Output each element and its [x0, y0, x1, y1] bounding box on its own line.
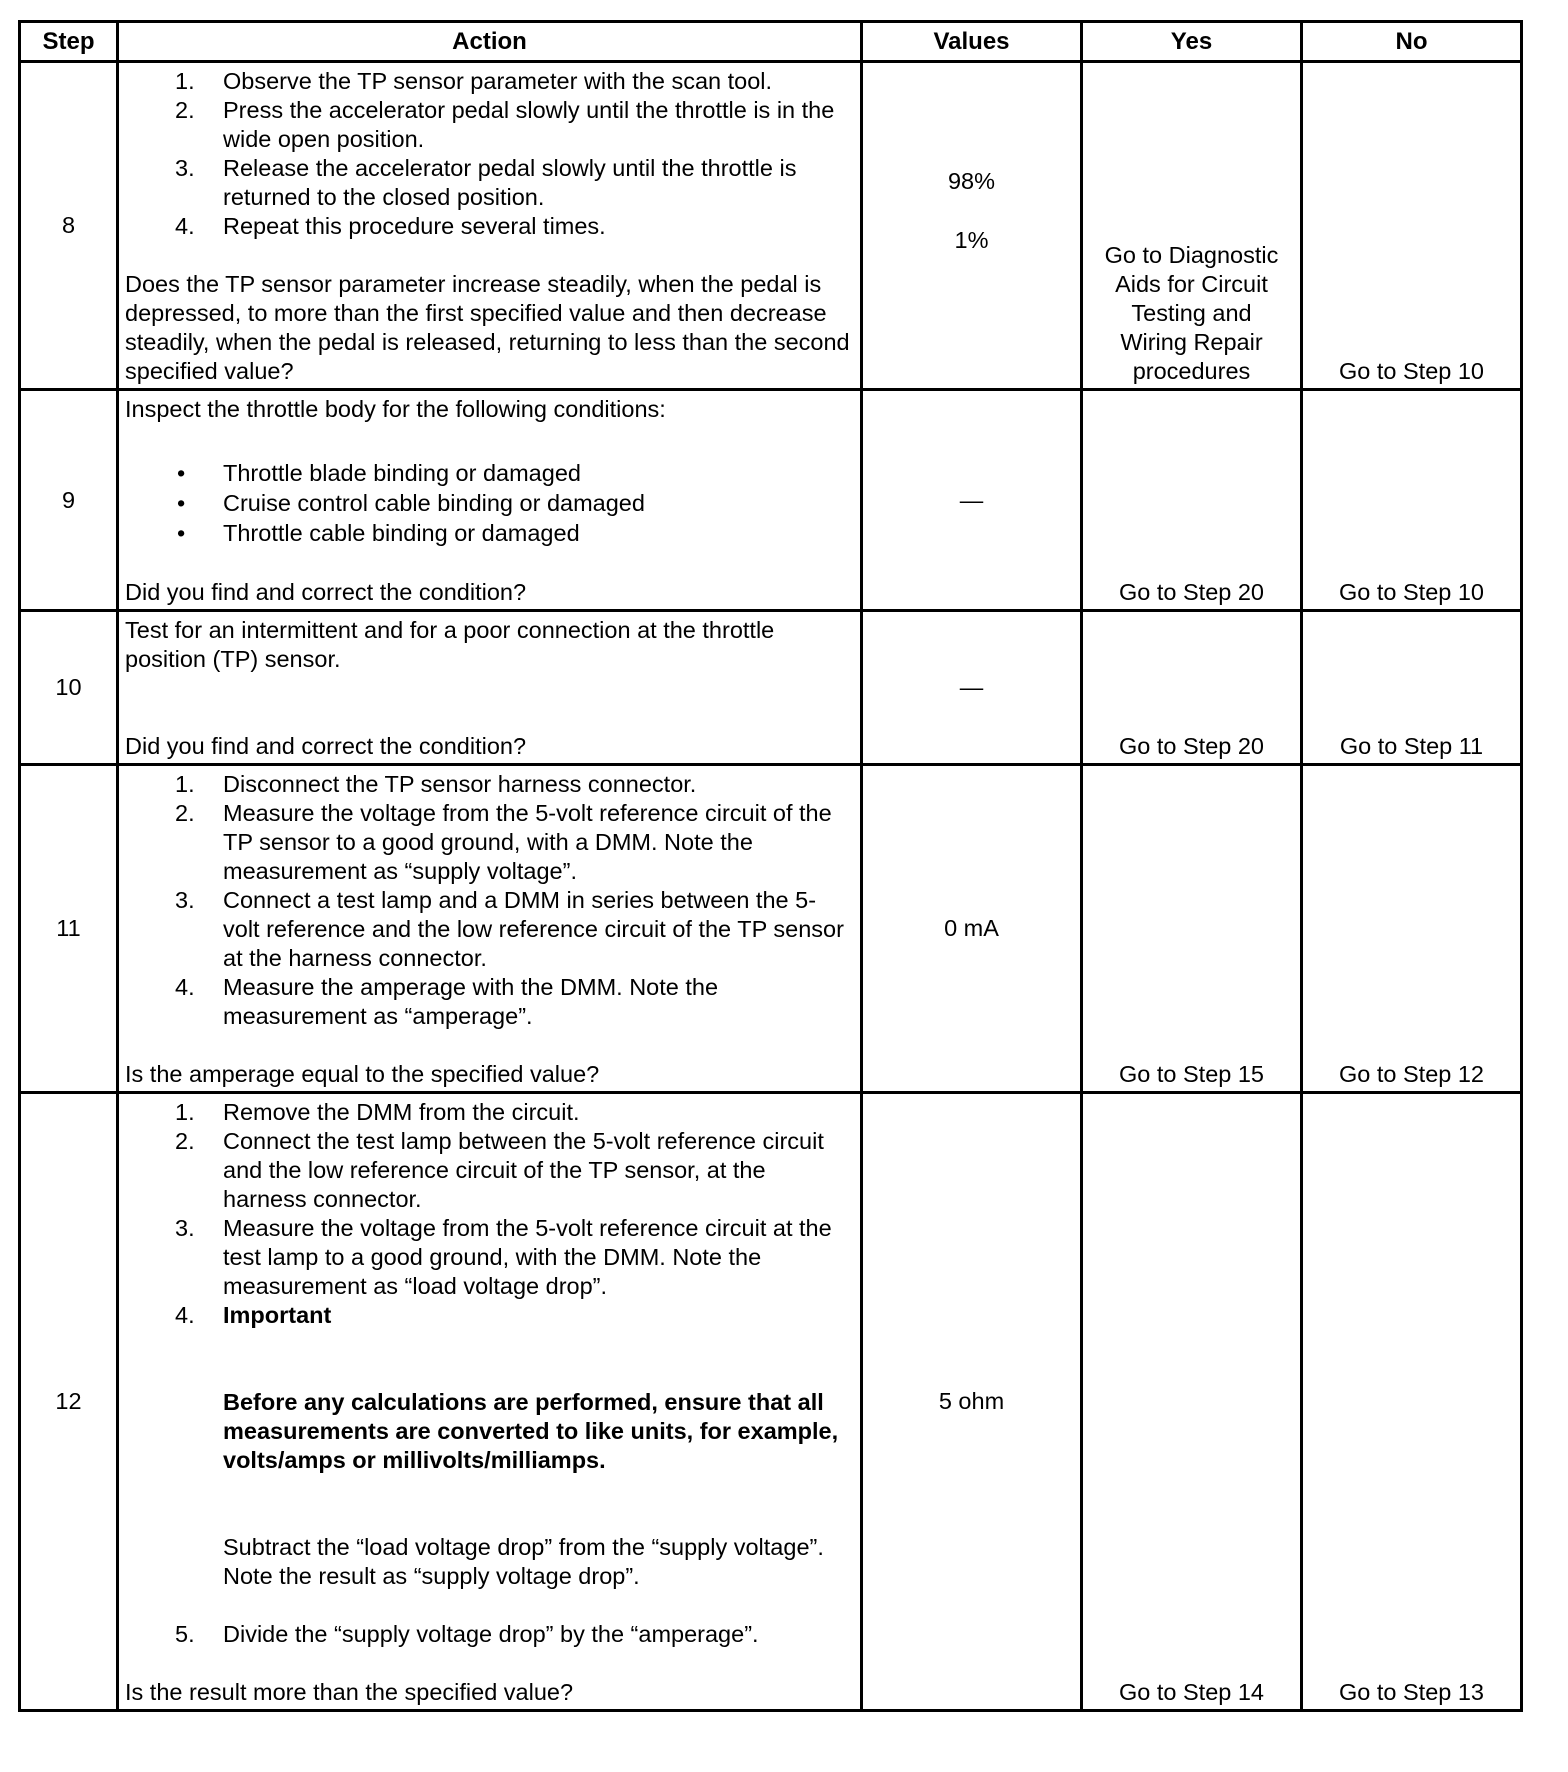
list-item [125, 1214, 852, 1301]
step-number: 10 [20, 611, 118, 765]
list-text: Connect the test lamp between the 5-volt reference circuit and the low reference circuit of the TP sensor, at the harness connector. [223, 1128, 824, 1212]
list-number: 4. [175, 1302, 195, 1328]
step-number: 11 [20, 765, 118, 1093]
step-intro: Test for an intermittent and for a poor connection at the throttle position (TP) sensor. [125, 617, 775, 672]
header-values: Values [862, 22, 1082, 62]
value-second: 1% [954, 227, 989, 253]
diagnostic-table-page [18, 20, 1523, 1712]
table-row [20, 611, 1522, 765]
list-item [125, 519, 852, 548]
list-item [125, 770, 852, 799]
header-no: No [1302, 22, 1522, 62]
list-text: Cruise control cable binding or damaged [223, 490, 645, 516]
list-number: 5. [175, 1621, 195, 1647]
list-number: 3. [175, 1215, 195, 1241]
values-cell: 0 mA [862, 765, 1082, 1093]
list-item [125, 973, 852, 1031]
list-text: Press the accelerator pedal slowly until the throttle is in the wide open position. [223, 97, 835, 152]
list-number: 2. [175, 1128, 195, 1154]
list-item [125, 459, 852, 488]
no-cell: Go to Step 10 [1302, 390, 1522, 611]
step-number: 8 [20, 62, 118, 390]
list-text: Divide the “supply voltage drop” by the “amperage”. [223, 1621, 759, 1647]
list-number: 2. [175, 97, 195, 123]
list-text: Measure the voltage from the 5-volt reference circuit at the test lamp to a good ground, with the DMM. Note the measurement as “load voltage drop”. [223, 1215, 832, 1299]
step-question: Did you find and correct the condition? [125, 733, 527, 759]
table-row [20, 390, 1522, 611]
step-number: 12 [20, 1093, 118, 1711]
value-first: 98% [947, 168, 996, 194]
step-number: 9 [20, 390, 118, 611]
list-text: Throttle cable binding or damaged [223, 520, 580, 546]
values-cell: 5 ohm [862, 1093, 1082, 1711]
header-yes: Yes [1082, 22, 1302, 62]
important-note: Before any calculations are performed, ensure that all measurements are converted to like units, for example, volts/amps or millivolts/milliamps. [223, 1389, 839, 1473]
action-cell [118, 765, 862, 1093]
list-text: Repeat this procedure several times. [223, 213, 606, 239]
list-text: Throttle blade binding or damaged [223, 460, 581, 486]
list-item [125, 1620, 852, 1649]
list-text: Measure the voltage from the 5-volt reference circuit of the TP sensor to a good ground, with a DMM. Note the measurement as “supply voltage”. [223, 800, 832, 884]
action-cell [118, 611, 862, 765]
step-intro: Inspect the throttle body for the following conditions: [125, 396, 666, 422]
bullet-icon: • [177, 460, 186, 486]
yes-cell: Go to Step 15 [1082, 765, 1302, 1093]
step-question: Does the TP sensor parameter increase steadily, when the pedal is depressed, to more than the first specified value and then decrease steadily, when the pedal is released, returning to less than the second specified value? [125, 271, 850, 384]
subtract-instruction: Subtract the “load voltage drop” from the “supply voltage”. Note the result as “supply voltage drop”. [223, 1534, 824, 1589]
list-number: 2. [175, 800, 195, 826]
list-item [125, 489, 852, 518]
list-number: 3. [175, 155, 195, 181]
table-row [20, 62, 1522, 390]
list-item [125, 1127, 852, 1214]
list-item [125, 1301, 852, 1591]
values-cell: — [862, 611, 1082, 765]
important-label: Important [223, 1302, 332, 1328]
header-row [20, 22, 1522, 62]
bullet-icon: • [177, 520, 186, 546]
no-cell: Go to Step 13 [1302, 1093, 1522, 1711]
list-text: Release the accelerator pedal slowly until the throttle is returned to the closed position. [223, 155, 797, 210]
bullet-icon: • [177, 490, 186, 516]
list-item [125, 799, 852, 886]
step-question: Is the amperage equal to the specified value? [125, 1061, 600, 1087]
yes-cell: Go to Step 20 [1082, 611, 1302, 765]
table-row [20, 765, 1522, 1093]
header-action: Action [118, 22, 862, 62]
header-step: Step [20, 22, 118, 62]
list-text: Disconnect the TP sensor harness connector. [223, 771, 697, 797]
step-question: Did you find and correct the condition? [125, 579, 527, 605]
diagnostic-table [18, 20, 1523, 1712]
yes-cell: Go to Step 14 [1082, 1093, 1302, 1711]
list-number: 1. [175, 1099, 195, 1125]
list-number: 1. [175, 771, 195, 797]
list-item [125, 212, 852, 241]
action-cell [118, 390, 862, 611]
list-number: 1. [175, 68, 195, 94]
action-cell [118, 62, 862, 390]
no-cell: Go to Step 12 [1302, 765, 1522, 1093]
list-number: 3. [175, 887, 195, 913]
yes-cell: Go to Step 20 [1082, 390, 1302, 611]
list-number: 4. [175, 974, 195, 1000]
list-item [125, 154, 852, 212]
step-question: Is the result more than the specified value? [125, 1679, 574, 1705]
values-cell: — [862, 390, 1082, 611]
yes-text: Go to Diagnostic Aids for Circuit Testing and Wiring Repair procedures [1104, 242, 1279, 384]
list-text: Observe the TP sensor parameter with the scan tool. [223, 68, 773, 94]
list-text: Measure the amperage with the DMM. Note the measurement as “amperage”. [223, 974, 719, 1029]
list-number: 4. [175, 213, 195, 239]
list-item [125, 67, 852, 96]
list-text: Connect a test lamp and a DMM in series between the 5-volt reference and the low reference circuit of the TP sensor at the harness connector. [223, 887, 844, 971]
list-item [125, 96, 852, 154]
list-item [125, 1098, 852, 1127]
no-cell: Go to Step 11 [1302, 611, 1522, 765]
list-item [125, 886, 852, 973]
yes-cell [1082, 62, 1302, 390]
list-text: Remove the DMM from the circuit. [223, 1099, 580, 1125]
values-cell [862, 62, 1082, 390]
no-cell: Go to Step 10 [1302, 62, 1522, 390]
table-row [20, 1093, 1522, 1711]
action-cell [118, 1093, 862, 1711]
